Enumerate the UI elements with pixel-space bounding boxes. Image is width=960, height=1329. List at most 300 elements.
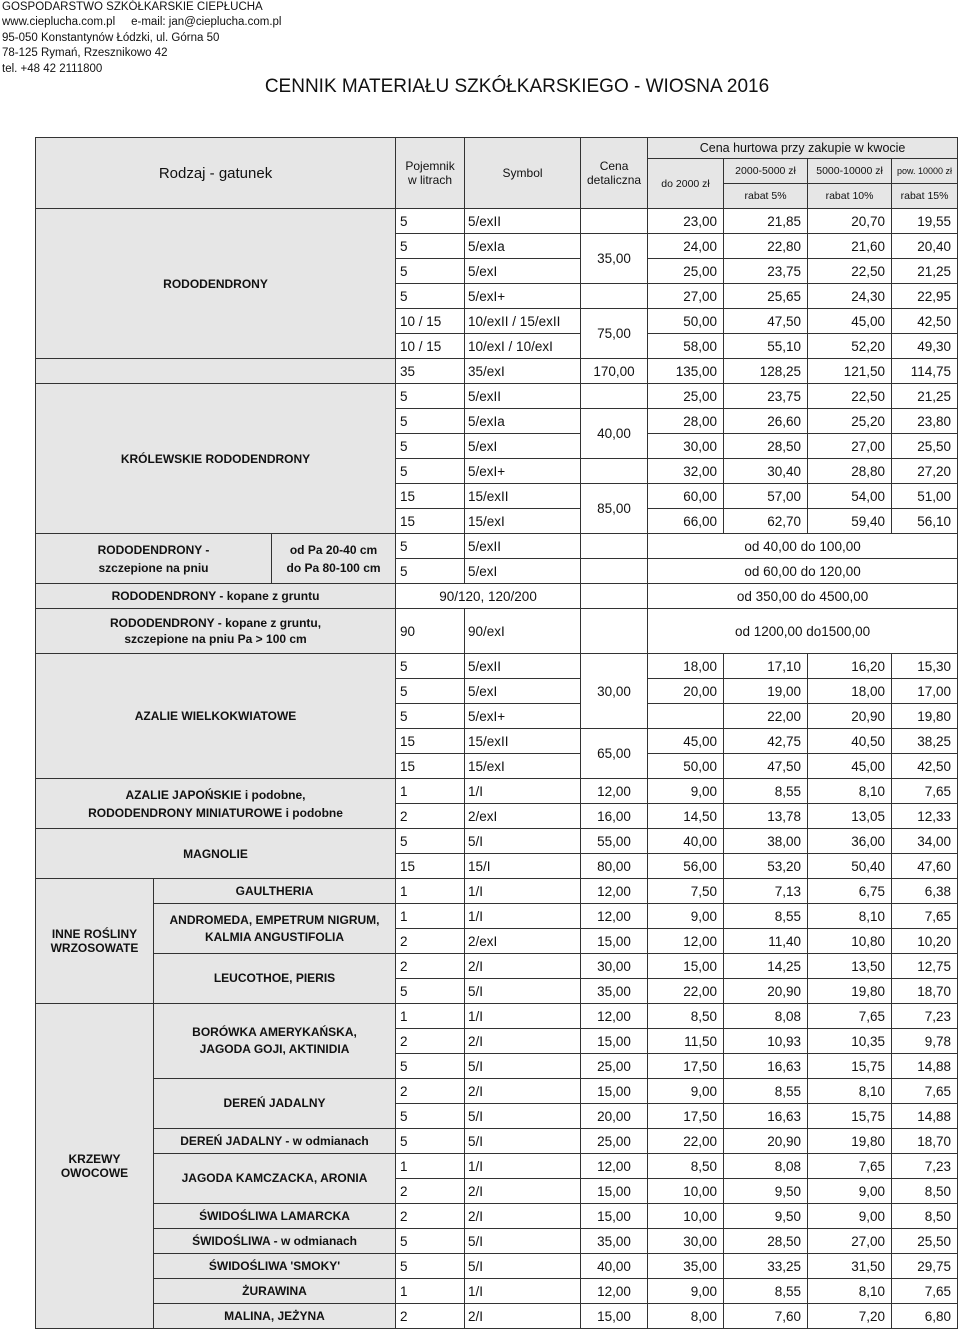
container-size: 2 (396, 954, 465, 979)
wholesale-price-2: 28,50 (724, 434, 808, 459)
table-row (36, 1229, 958, 1254)
retail-empty (581, 209, 648, 234)
retail-price: 40,00 (581, 409, 648, 459)
wholesale-price-4: 42,50 (892, 309, 958, 334)
container-size: 15 (396, 509, 465, 534)
wholesale-price-4: 34,00 (892, 829, 958, 854)
wholesale-price-2: 8,55 (724, 1279, 808, 1304)
wholesale-price-4: 14,88 (892, 1054, 958, 1079)
table-row (36, 904, 958, 929)
retail-price: 15,00 (581, 1029, 648, 1054)
symbol: 5/I (465, 979, 581, 1004)
container-size: 5 (396, 409, 465, 434)
retail-price: 30,00 (581, 954, 648, 979)
container-size: 1 (396, 879, 465, 904)
wholesale-price-1: 40,00 (648, 829, 724, 854)
wholesale-price-2: 30,40 (724, 459, 808, 484)
retail-price: 40,00 (581, 1254, 648, 1279)
symbol: 15/exI (465, 754, 581, 779)
symbol: 1/I (465, 879, 581, 904)
container-size: 5 (396, 704, 465, 729)
wholesale-price-1: 17,50 (648, 1104, 724, 1129)
symbol: 5/exI+ (465, 704, 581, 729)
price-table (35, 137, 958, 1329)
wholesale-price-4: 56,10 (892, 509, 958, 534)
group-kopane: RODODENDRONY - kopane z gruntu (36, 584, 396, 609)
company-address-1: 95-050 Konstantynów Łódzki, ul. Górna 50 (2, 31, 220, 44)
wholesale-price-2: 42,75 (724, 729, 808, 754)
wholesale-price-1: 22,00 (648, 1129, 724, 1154)
wholesale-price-3: 40,50 (808, 729, 892, 754)
wholesale-price-1: 17,50 (648, 1054, 724, 1079)
wholesale-price-2: 19,00 (724, 679, 808, 704)
wholesale-price-4: 10,20 (892, 929, 958, 954)
wholesale-price-2: 57,00 (724, 484, 808, 509)
wholesale-price-1: 28,00 (648, 409, 724, 434)
table-row (36, 1154, 958, 1179)
wholesale-price-1: 27,00 (648, 284, 724, 309)
symbol: 5/exI (465, 259, 581, 284)
wholesale-price-3: 6,75 (808, 879, 892, 904)
header-tier-2: 2000-5000 zł (724, 159, 808, 184)
header-symbol: Symbol (465, 138, 581, 209)
wholesale-price-2: 8,55 (724, 904, 808, 929)
retail-empty (581, 584, 648, 609)
container-size: 35 (396, 359, 465, 384)
symbol: 5/I (465, 1254, 581, 1279)
wholesale-price-3: 10,80 (808, 929, 892, 954)
container-size: 5 (396, 979, 465, 1004)
retail-empty (648, 704, 724, 729)
retail-empty (581, 459, 648, 484)
container-size: 5 (396, 1129, 465, 1154)
retail-price: 15,00 (581, 929, 648, 954)
table-row (36, 1204, 958, 1229)
container-size: 2 (396, 1179, 465, 1204)
wholesale-price-3: 28,80 (808, 459, 892, 484)
container-size: 5 (396, 559, 465, 584)
wholesale-price-1: 9,00 (648, 1279, 724, 1304)
wholesale-price-3: 36,00 (808, 829, 892, 854)
wholesale-price-1: 8,50 (648, 1004, 724, 1029)
wholesale-price-4: 19,55 (892, 209, 958, 234)
retail-price: 15,00 (581, 1079, 648, 1104)
wholesale-price-3: 19,80 (892, 704, 958, 729)
product-swid_smoky: ŚWIDOŚLIWA 'SMOKY' (154, 1254, 396, 1279)
wholesale-price-1: 8,50 (648, 1154, 724, 1179)
wholesale-price-1: 9,00 (648, 779, 724, 804)
container-size: 5 (396, 1254, 465, 1279)
wholesale-price-4: 21,25 (892, 384, 958, 409)
symbol: 5/exII (465, 654, 581, 679)
table-row (36, 1254, 958, 1279)
container-size: 5 (396, 434, 465, 459)
wholesale-price-3: 7,65 (808, 1004, 892, 1029)
wholesale-price-4: 27,20 (892, 459, 958, 484)
container-size: 2 (396, 1204, 465, 1229)
table-row (36, 1304, 958, 1329)
wholesale-price-1: 22,00 (648, 979, 724, 1004)
wholesale-price-4: 17,00 (892, 679, 958, 704)
wholesale-price-4: 12,75 (892, 954, 958, 979)
wholesale-price-2: 38,00 (724, 829, 808, 854)
kopane-sizes: 90/120, 120/200 (396, 584, 581, 609)
wholesale-price-1: 14,50 (648, 804, 724, 829)
symbol: 15/I (465, 854, 581, 879)
wholesale-price-2: 23,75 (724, 384, 808, 409)
wholesale-price-1: 22,00 (724, 704, 808, 729)
wholesale-price-3: 52,20 (808, 334, 892, 359)
group-krolewskie: KRÓLEWSKIE RODODENDRONY (36, 384, 396, 534)
company-web-email: www.cieplucha.com.pl e-mail: jan@cieplucha.com.pl (2, 16, 282, 29)
retail-price: 15,00 (581, 1304, 648, 1329)
table-row (36, 829, 958, 854)
retail-price: 12,00 (581, 879, 648, 904)
wholesale-price-3: 22,50 (808, 259, 892, 284)
container-size: 1 (396, 1279, 465, 1304)
retail-price: 15,00 (581, 1179, 648, 1204)
table-row (36, 384, 958, 409)
wholesale-price-4: 38,25 (892, 729, 958, 754)
symbol: 15/exII (465, 484, 581, 509)
container-size: 5 (396, 234, 465, 259)
wholesale-price-4: 7,65 (892, 1279, 958, 1304)
group-azalie-japonskie: AZALIE JAPOŃSKIE i podobne, RODODENDRONY MINIATUROWE i podobne (36, 779, 396, 829)
wholesale-price-4: 6,38 (892, 879, 958, 904)
symbol: 2/I (465, 1029, 581, 1054)
table-row (36, 359, 958, 384)
symbol: 5/exII (465, 384, 581, 409)
table-row (36, 209, 958, 234)
group-szczepione: RODODENDRONY - szczepione na pniu (36, 534, 272, 584)
wholesale-price-4: 20,40 (892, 234, 958, 259)
wholesale-price-2: 7,60 (724, 1304, 808, 1329)
wholesale-price-3: 45,00 (808, 309, 892, 334)
wholesale-price-4: 18,70 (892, 1129, 958, 1154)
container-size: 15 (396, 729, 465, 754)
wholesale-price-2: 47,50 (724, 309, 808, 334)
wholesale-price-2: 23,75 (724, 259, 808, 284)
retail-price: 35,00 (581, 1229, 648, 1254)
header-retail: Cena detaliczna (581, 138, 648, 209)
retail-empty (581, 609, 648, 654)
wholesale-price-3: 21,60 (808, 234, 892, 259)
retail-price: 35,00 (581, 234, 648, 284)
wholesale-price-1: 56,00 (648, 854, 724, 879)
symbol: 10/exII / 15/exII (465, 309, 581, 334)
wholesale-price-4: 23,80 (892, 409, 958, 434)
table-row (36, 1004, 958, 1029)
table-row (36, 779, 958, 804)
wholesale-price-3: 13,05 (808, 804, 892, 829)
wholesale-price-3: 15,75 (808, 1054, 892, 1079)
wholesale-price-2: 21,85 (724, 209, 808, 234)
wholesale-price-3: 31,50 (808, 1254, 892, 1279)
product-jagoda: JAGODA KAMCZACKA, ARONIA (154, 1154, 396, 1204)
symbol: 2/I (465, 1179, 581, 1204)
table-row (36, 954, 958, 979)
symbol: 5/I (465, 1129, 581, 1154)
wholesale-price-3: 8,10 (808, 1079, 892, 1104)
header-tier-3: 5000-10000 zł (808, 159, 892, 184)
container-size: 5 (396, 534, 465, 559)
wholesale-price-4: 29,75 (892, 1254, 958, 1279)
retail-price: 35,00 (581, 979, 648, 1004)
wholesale-price-4: 25,50 (892, 434, 958, 459)
container-size: 5 (396, 384, 465, 409)
page-title: CENNIK MATERIAŁU SZKÓŁKARSKIEGO - WIOSNA 2016 (264, 76, 770, 97)
product-borowka: BORÓWKA AMERYKAŃSKA, JAGODA GOJI, AKTINIDIA (154, 1004, 396, 1079)
wholesale-price-1: 15,00 (648, 954, 724, 979)
symbol: 35/exI (465, 359, 581, 384)
wholesale-price-4: 15,30 (892, 654, 958, 679)
wholesale-price-4: 7,65 (892, 904, 958, 929)
symbol: 10/exI / 10/exI (465, 334, 581, 359)
table-row (36, 1129, 958, 1154)
product-deren_odm: DEREŃ JADALNY - w odmianach (154, 1129, 396, 1154)
wholesale-price-3: 7,65 (808, 1154, 892, 1179)
product-malina: MALINA, JEŻYNA (154, 1304, 396, 1329)
table-row (36, 609, 958, 654)
group-azalie-wielkokwiatowe: AZALIE WIELKOKWIATOWE (36, 654, 396, 779)
wholesale-price-2: 11,40 (724, 929, 808, 954)
retail-price: 85,00 (581, 484, 648, 534)
header-tier-1: do 2000 zł (648, 159, 724, 209)
wholesale-price-1: 50,00 (648, 309, 724, 334)
symbol: 1/I (465, 779, 581, 804)
company-phone: tel. +48 42 2111800 (2, 62, 103, 75)
wholesale-price-3: 54,00 (808, 484, 892, 509)
wholesale-price-4: 7,23 (892, 1004, 958, 1029)
wholesale-price-2: 8,08 (724, 1004, 808, 1029)
symbol: 15/exII (465, 729, 581, 754)
wholesale-price-1: 24,00 (648, 234, 724, 259)
retail-price: 25,00 (581, 1054, 648, 1079)
wholesale-price-4: 51,00 (892, 484, 958, 509)
product-deren: DEREŃ JADALNY (154, 1079, 396, 1129)
wholesale-price-2: 13,78 (724, 804, 808, 829)
symbol: 5/exI+ (465, 284, 581, 309)
container-size: 1 (396, 904, 465, 929)
retail-price: 55,00 (581, 829, 648, 854)
container-size: 2 (396, 1304, 465, 1329)
price-range: od 350,00 do 4500,00 (648, 584, 958, 609)
wholesale-price-2: 26,60 (724, 409, 808, 434)
retail-price: 25,00 (581, 1129, 648, 1154)
wholesale-price-3: 8,10 (808, 779, 892, 804)
wholesale-price-4: 12,33 (892, 804, 958, 829)
wholesale-price-3: 121,50 (808, 359, 892, 384)
retail-empty (581, 559, 648, 584)
container-size: 5 (396, 679, 465, 704)
container-size: 5 (396, 459, 465, 484)
header-wholesale: Cena hurtowa przy zakupie w kwocie (648, 138, 958, 159)
wholesale-price-2: 17,10 (724, 654, 808, 679)
wholesale-price-2: 16,63 (724, 1104, 808, 1129)
wholesale-price-2: 16,63 (724, 1054, 808, 1079)
wholesale-price-4: 18,70 (892, 979, 958, 1004)
price-range: od 1200,00 do1500,00 (648, 609, 958, 654)
symbol: 2/I (465, 1304, 581, 1329)
wholesale-price-2: 22,80 (724, 234, 808, 259)
wholesale-price-3: 9,00 (808, 1179, 892, 1204)
wholesale-price-2: 20,90 (724, 1129, 808, 1154)
container-size: 1 (396, 1154, 465, 1179)
wholesale-price-1: 25,00 (648, 384, 724, 409)
symbol: 5/I (465, 1229, 581, 1254)
wholesale-price-4: 25,50 (892, 1229, 958, 1254)
retail-price: 65,00 (581, 729, 648, 779)
wholesale-price-2: 10,93 (724, 1029, 808, 1054)
wholesale-price-4: 47,60 (892, 854, 958, 879)
retail-empty (581, 534, 648, 559)
wholesale-price-1: 18,00 (648, 654, 724, 679)
wholesale-price-3: 18,00 (808, 679, 892, 704)
wholesale-price-2: 62,70 (724, 509, 808, 534)
container-size: 5 (396, 209, 465, 234)
symbol: 1/I (465, 904, 581, 929)
wholesale-price-1: 60,00 (648, 484, 724, 509)
header-tier-4: pow. 10000 zł (892, 159, 958, 184)
wholesale-price-2: 53,20 (724, 854, 808, 879)
container-size: 2 (396, 929, 465, 954)
symbol: 2/exI (465, 929, 581, 954)
wholesale-price-4: 9,78 (892, 1029, 958, 1054)
wholesale-price-1: 32,00 (648, 459, 724, 484)
symbol: 5/exIa (465, 234, 581, 259)
container-size: 5 (396, 1104, 465, 1129)
wholesale-price-4: 8,50 (892, 1179, 958, 1204)
symbol: 5/exII (465, 534, 581, 559)
symbol: 2/I (465, 1204, 581, 1229)
wholesale-price-3: 25,20 (808, 409, 892, 434)
group-magnolie: MAGNOLIE (36, 829, 396, 879)
wholesale-price-4: 8,50 (892, 1204, 958, 1229)
wholesale-price-4: 114,75 (892, 359, 958, 384)
retail-price: 75,00 (581, 309, 648, 359)
header-kind: Rodzaj - gatunek (36, 138, 396, 209)
container-size: 10 / 15 (396, 309, 465, 334)
group-inne-rosliny: INNE ROŚLINY WRZOSOWATE (36, 879, 154, 1004)
wholesale-price-3: 24,30 (808, 284, 892, 309)
price-range: od 60,00 do 120,00 (648, 559, 958, 584)
company-info (2, 0, 281, 77)
symbol: 5/exI (465, 434, 581, 459)
symbol: 1/I (465, 1279, 581, 1304)
wholesale-price-2: 9,50 (724, 1179, 808, 1204)
container-size: 1 (396, 1004, 465, 1029)
header-discount-2: rabat 5% (724, 184, 808, 209)
wholesale-price-3: 27,00 (808, 434, 892, 459)
header-discount-3: rabat 10% (808, 184, 892, 209)
wholesale-price-4: 42,50 (892, 754, 958, 779)
product-swid_lam: ŚWIDOŚLIWA LAMARCKA (154, 1204, 396, 1229)
wholesale-price-2: 55,10 (724, 334, 808, 359)
wholesale-price-1: 9,00 (648, 904, 724, 929)
header-container: Pojemnik w litrach (396, 138, 465, 209)
product-leucothoe: LEUCOTHOE, PIERIS (154, 954, 396, 1004)
wholesale-price-2: 47,50 (724, 754, 808, 779)
wholesale-price-4: 14,88 (892, 1104, 958, 1129)
retail-price: 12,00 (581, 1279, 648, 1304)
wholesale-price-2: 20,90 (724, 979, 808, 1004)
container-size: 15 (396, 854, 465, 879)
wholesale-price-3: 16,20 (808, 654, 892, 679)
retail-price: 20,00 (581, 1104, 648, 1129)
container-size: 5 (396, 1229, 465, 1254)
wholesale-price-1: 35,00 (648, 1254, 724, 1279)
wholesale-price-3: 8,10 (808, 1279, 892, 1304)
product-zurawina: ŻURAWINA (154, 1279, 396, 1304)
header-discount-4: rabat 15% (892, 184, 958, 209)
symbol: 5/I (465, 1054, 581, 1079)
symbol: 5/exI (465, 559, 581, 584)
container-size: 15 (396, 754, 465, 779)
table-row (36, 1079, 958, 1104)
container-size: 2 (396, 1029, 465, 1054)
wholesale-price-1: 135,00 (648, 359, 724, 384)
wholesale-price-1: 58,00 (648, 334, 724, 359)
container-size: 5 (396, 654, 465, 679)
table-row (36, 1279, 958, 1304)
wholesale-price-2: 9,50 (724, 1204, 808, 1229)
wholesale-price-3: 8,10 (808, 904, 892, 929)
wholesale-price-2: 7,13 (724, 879, 808, 904)
wholesale-price-2: 14,25 (724, 954, 808, 979)
product-swid_odm: ŚWIDOŚLIWA - w odmianach (154, 1229, 396, 1254)
wholesale-price-3: 15,75 (808, 1104, 892, 1129)
wholesale-price-4: 7,65 (892, 779, 958, 804)
symbol: 2/I (465, 954, 581, 979)
wholesale-price-2: 8,55 (724, 779, 808, 804)
wholesale-price-1: 20,00 (648, 679, 724, 704)
container-size: 1 (396, 779, 465, 804)
wholesale-price-1: 7,50 (648, 879, 724, 904)
wholesale-price-3: 19,80 (808, 1129, 892, 1154)
symbol: 90/exI (465, 609, 581, 654)
wholesale-price-1: 30,00 (648, 434, 724, 459)
group-rododendrony-spacer (36, 359, 396, 384)
symbol: 1/I (465, 1154, 581, 1179)
symbol: 1/I (465, 1004, 581, 1029)
wholesale-price-1: 11,50 (648, 1029, 724, 1054)
wholesale-price-2: 20,90 (808, 704, 892, 729)
wholesale-price-3: 10,35 (808, 1029, 892, 1054)
symbol: 5/I (465, 1104, 581, 1129)
product-gaultheria: GAULTHERIA (154, 879, 396, 904)
symbol: 5/exI+ (465, 459, 581, 484)
wholesale-price-2: 128,25 (724, 359, 808, 384)
wholesale-price-3: 59,40 (808, 509, 892, 534)
wholesale-price-4: 7,23 (892, 1154, 958, 1179)
retail-price: 30,00 (581, 654, 648, 729)
symbol: 5/exI (465, 679, 581, 704)
retail-price: 12,00 (581, 904, 648, 929)
symbol: 5/I (465, 829, 581, 854)
group-szczepione-size: od Pa 20-40 cm do Pa 80-100 cm (272, 534, 396, 584)
group-rododendrony: RODODENDRONY (36, 209, 396, 359)
symbol: 15/exI (465, 509, 581, 534)
wholesale-price-1: 10,00 (648, 1204, 724, 1229)
symbol: 5/exII (465, 209, 581, 234)
container-size: 90 (396, 609, 465, 654)
retail-price: 16,00 (581, 804, 648, 829)
wholesale-price-3: 27,00 (808, 1229, 892, 1254)
wholesale-price-1: 10,00 (648, 1179, 724, 1204)
table-row (36, 654, 958, 679)
wholesale-price-2: 8,08 (724, 1154, 808, 1179)
wholesale-price-3: 50,40 (808, 854, 892, 879)
